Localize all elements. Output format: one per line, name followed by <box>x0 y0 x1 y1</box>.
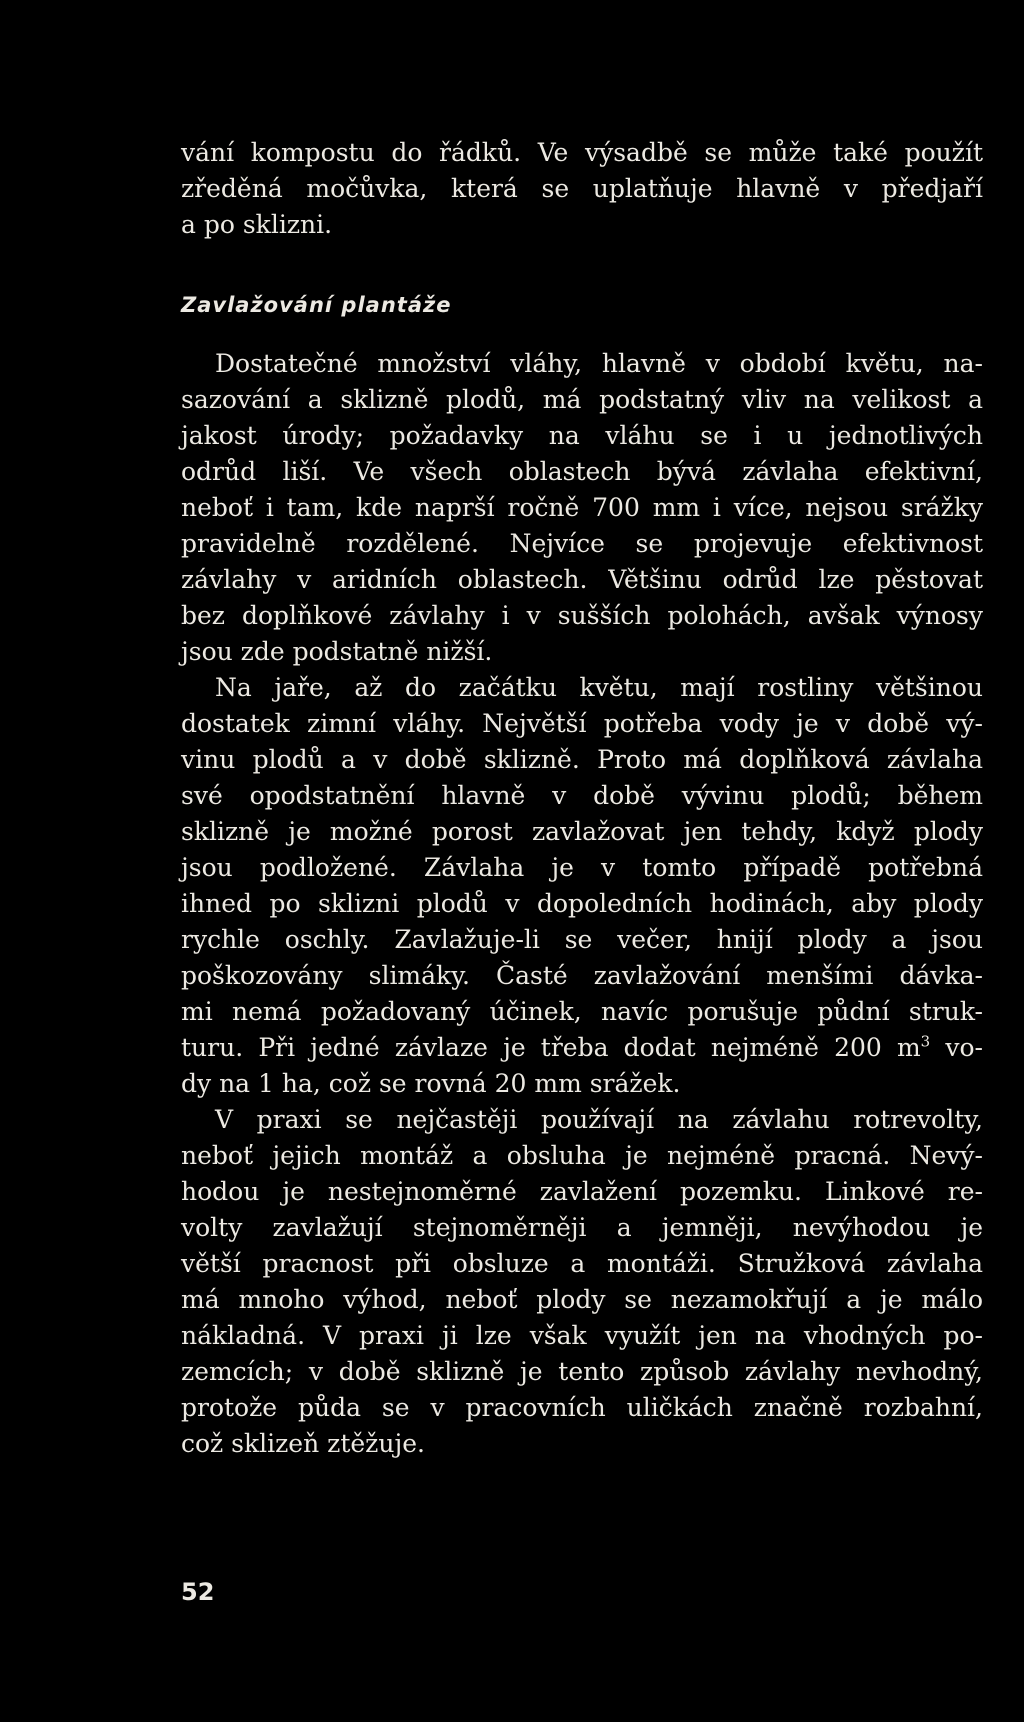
paragraph-1 <box>181 346 983 670</box>
text-line: jakost úrody; požadavky na vláhu se i u jednotlivých <box>181 421 983 450</box>
text-line: rychle oschly. Zavlažuje-li se večer, hnijí plody a jsou <box>181 925 983 954</box>
text-line: neboť i tam, kde naprší ročně 700 mm i více, nejsou srážky <box>181 493 983 522</box>
text-line: dostatek zimní vláhy. Největší potřeba vody je v době vý- <box>181 709 983 738</box>
paragraph-2 <box>181 670 983 1102</box>
text-line: jsou zde podstatně nižší. <box>181 637 493 666</box>
text-line: dy na 1 ha, což se rovná 20 mm srážek. <box>181 1069 681 1098</box>
paragraph-3 <box>181 1102 983 1462</box>
text-line: a po sklizni. <box>181 210 333 239</box>
superscript: 3 <box>920 1032 931 1051</box>
text-line: vání kompostu do řádků. Ve výsadbě se může také použít <box>181 138 983 167</box>
text-line: vinu plodů a v době sklizně. Proto má doplňková závlaha <box>181 745 983 774</box>
text-fragment: turu. Při jedné závlaze je třeba dodat nejméně 200 m <box>181 1033 921 1062</box>
text-line: neboť jejich montáž a obsluha je nejméně pracná. Nevý- <box>181 1141 983 1170</box>
text-line: hodou je nestejnoměrné zavlažení pozemku. Linkové re- <box>181 1177 983 1206</box>
text-line: bez doplňkové závlahy i v sušších polohách, avšak výnosy <box>181 601 983 630</box>
text-line-with-superscript <box>181 1030 983 1066</box>
text-fragment: vo- <box>930 1033 983 1062</box>
text-line: závlahy v aridních oblastech. Většinu odrůd lze pěstovat <box>181 565 983 594</box>
text-line: sazování a sklizně plodů, má podstatný vliv na velikost a <box>181 385 983 414</box>
section-heading: Zavlažování plantáže <box>181 293 452 317</box>
text-line: ihned po sklizni plodů v dopoledních hodinách, aby plody <box>181 889 983 918</box>
text-line: protože půda se v pracovních uličkách značně rozbahní, <box>181 1393 983 1422</box>
text-line: Dostatečné množství vláhy, hlavně v období květu, na- <box>215 349 983 378</box>
text-line: odrůd liší. Ve všech oblastech bývá závlaha efektivní, <box>181 457 983 486</box>
text-line: zředěná močůvka, která se uplatňuje hlavně v předjaří <box>181 174 983 203</box>
text-line: volty zavlažují stejnoměrněji a jemněji, nevýhodou je <box>181 1213 983 1242</box>
text-line: poškozovány slimáky. Časté zavlažování menšími dávka- <box>181 961 983 990</box>
text-line: má mnoho výhod, neboť plody se nezamokřují a je málo <box>181 1285 983 1314</box>
text-line: jsou podložené. Závlaha je v tomto případě potřebná <box>181 853 983 882</box>
text-line: zemcích; v době sklizně je tento způsob závlahy nevhodný, <box>181 1357 983 1386</box>
text-line: mi nemá požadovaný účinek, navíc porušuje půdní struk- <box>181 997 983 1026</box>
text-line: Na jaře, až do začátku květu, mají rostliny většinou <box>215 673 983 702</box>
text-line: nákladná. V praxi ji lze však využít jen na vhodných po- <box>181 1321 983 1350</box>
intro-paragraph <box>181 135 983 243</box>
text-line: což sklizeň ztěžuje. <box>181 1429 425 1458</box>
text-line: pravidelně rozdělené. Nejvíce se projevuje efektivnost <box>181 529 983 558</box>
page-number: 52 <box>181 1578 215 1606</box>
text-line: větší pracnost při obsluze a montáži. Stružková závlaha <box>181 1249 983 1278</box>
text-line: sklizně je možné porost zavlažovat jen tehdy, když plody <box>181 817 983 846</box>
text-line: své opodstatnění hlavně v době vývinu plodů; během <box>181 781 983 810</box>
text-line: V praxi se nejčastěji používají na závlahu rotrevolty, <box>215 1105 983 1134</box>
